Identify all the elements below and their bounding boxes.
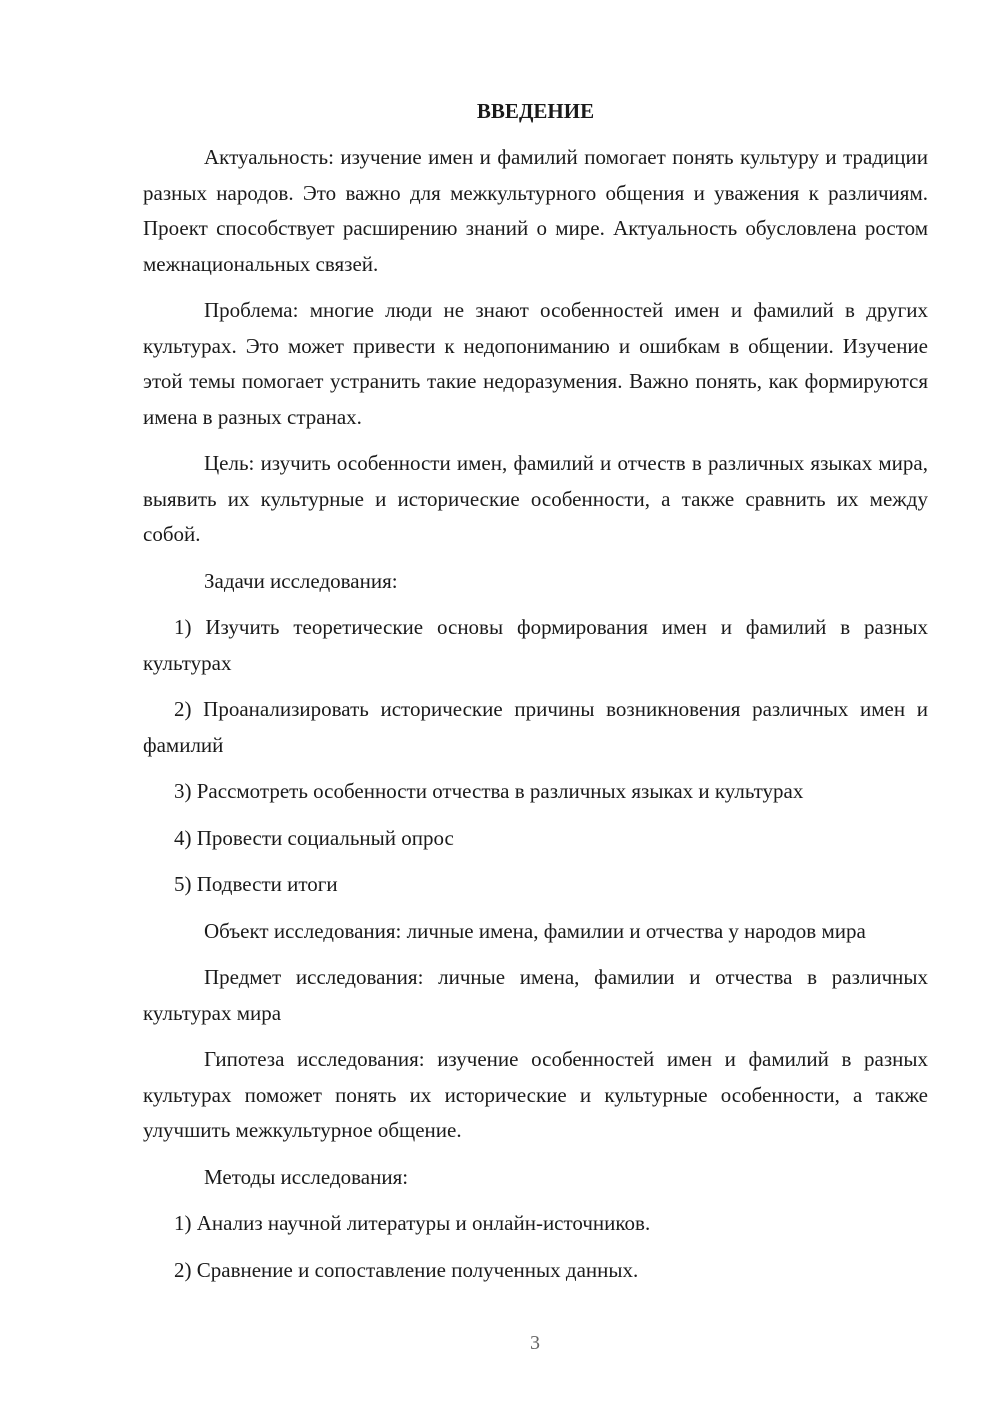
subject-paragraph: Предмет исследования: личные имена, фамилии и отчества в различных культурах мира	[143, 965, 928, 1025]
object-paragraph: Объект исследования: личные имена, фамилии и отчества у народов мира	[204, 918, 866, 943]
page-number: 3	[530, 1332, 540, 1354]
task-item: 2) Проанализировать исторические причины возникновения различных имен и фамилий	[143, 697, 928, 757]
relevance-paragraph: Актуальность: изучение имен и фамилий помогает понять культуру и традиции разных народов. Это важно для межкультурного общения и уважения к различиям. Проект способствует расширению знаний о мире. Актуальность обусловлена ростом межнациональных связей.	[143, 145, 928, 276]
tasks-heading: Задачи исследования:	[204, 568, 398, 593]
method-item: 2) Сравнение и сопоставление полученных данных.	[174, 1257, 639, 1282]
problem-paragraph: Проблема: многие люди не знают особенностей имен и фамилий в других культурах. Это может привести к недопониманию и ошибкам в общении. Изучение этой темы помогает устранить такие недоразумения. Важно понять, как формируются имена в разных странах.	[143, 298, 928, 429]
page-content	[143, 96, 928, 1299]
task-item: 1) Изучить теоретические основы формирования имен и фамилий в разных культурах	[143, 615, 928, 675]
task-item: 5) Подвести итоги	[174, 872, 338, 896]
methods-heading: Методы исследования:	[204, 1164, 409, 1189]
page-title: ВВЕДЕНИЕ	[476, 99, 595, 123]
task-item: 4) Провести социальный опрос	[174, 825, 454, 850]
hypothesis-paragraph: Гипотеза исследования: изучение особенностей имен и фамилий в разных культурах поможет понять их исторические и культурные особенности, а также улучшить межкультурное общение.	[143, 1047, 928, 1142]
method-item: 1) Анализ научной литературы и онлайн-источников.	[174, 1211, 651, 1235]
goal-paragraph: Цель: изучить особенности имен, фамилий и отчеств в различных языках мира, выявить их культурные и исторические особенности, а также сравнить их между собой.	[143, 451, 928, 546]
task-item: 3) Рассмотреть особенности отчества в различных языках и культурах	[174, 779, 804, 803]
